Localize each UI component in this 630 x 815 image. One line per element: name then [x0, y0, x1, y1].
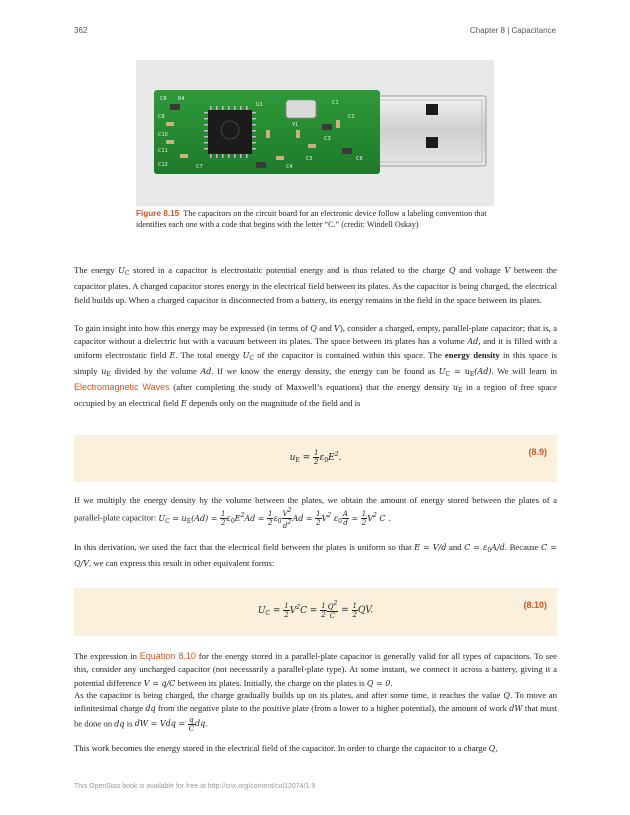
page-number: 362: [74, 26, 88, 35]
paragraph-3: If we multiply the energy density by the volume between the plates, we obtain the amount of energy stored between the plates of a parallel-plate capacitor: $U_C = u_E(Ad)$ = $\frac{1}{2}$ $\varepsilon_0E^2Ad$ = $\frac{1}{2}$ $\varepsilon_0$ $\frac{V2}{d2}$ Ad = $\frac{1}{2}$ $V^2$ $\varepsilon_0$ $\frac{A}{d}$ = $\frac{1}{2}$ $V^2$ C .: [74, 495, 557, 531]
board-label: C7: [196, 164, 203, 170]
board-label: C5: [306, 156, 313, 162]
board-label: U1: [256, 102, 263, 108]
board-label: C11: [158, 148, 168, 154]
board-label: C2: [348, 114, 355, 120]
equation-8-9: $u_E$ = $\frac{1}{2}$ $\varepsilon_0E^2$. (8.9): [74, 435, 557, 482]
paragraph-7: This work becomes the energy stored in the electrical field of the capacitor. In order to charge the capacitor to a charge Q,: [74, 743, 498, 753]
board-label: C9: [158, 114, 165, 120]
board-label: C10: [158, 132, 168, 138]
paragraph-6: As the capacitor is being charged, the charge gradually builds up on its plates, and after some time, it reaches the value Q. To move an infinitesimal charge dq from the negative plate to the positive plate (from a lower to a higher potential), the amount of work dW that must be done on dq is dW = Vdq = $\frac{q}{C}$ dq.: [74, 690, 557, 733]
link-electromagnetic-waves[interactable]: Electromagnetic Waves: [74, 382, 170, 393]
crystal-oscillator: [286, 100, 316, 118]
usb-slot-top: [426, 104, 438, 115]
board-label: C12: [158, 162, 168, 168]
paragraph-5: The expression in Equation 8.10 for the energy stored in a parallel-plate capacitor is generally valid for all types of capacitors. To see this, consider any uncharged capacitor (not necessarily a parallel-plate type). At some instant, we connect it across a battery, giving it a potential difference V = q/C between its plates. Initially, the charge on the plates is Q = 0.: [74, 651, 558, 688]
paragraph-1: The energy $U_C$ stored in a capacitor is electrostatic potential energy and is thus related to the charge Q and voltage V between the capacitor plates. A charged capacitor stores energy in the electrical field between its plates. As the capacitor is being charged, the electrical field builds up. When a charged capacitor is disconnected from a battery, its energy remains in the field in the space between its plates.: [74, 265, 557, 305]
paragraph-2: To gain insight into how this energy may be expressed (in terms of Q and V), consider a charged, empty, parallel-plate capacitor; that is, a capacitor without a dielectric but with a vacuum between its plates. The space between its plates has a volume Ad, and it is filled with a uniform electrostatic field E. The total energy $U_C$ of the capacitor is contained within this space. The energy density in this space is simply $u_E$ divided by the volume Ad. If we know the energy density, the energy can be found as $U_C = u_E(Ad)$. We will learn in Electromagnetic Waves (after completing the study of Maxwell’s equations) that the energy density $u_E$ in a region of free space occupied by an electrical field E depends only on the magnitude of the field and is: [74, 323, 558, 409]
board-label: C6: [356, 156, 363, 162]
circuit-board-photo: [136, 60, 494, 206]
board-label: C1: [332, 100, 339, 106]
board-label: C3: [324, 136, 331, 142]
controller-chip: [208, 110, 252, 154]
equation-number: (8.10): [523, 600, 547, 610]
board-label: C4: [286, 164, 293, 170]
usb-slot-bottom: [426, 137, 438, 148]
board-label: C8: [160, 96, 167, 102]
board-label: Y1: [292, 122, 299, 128]
chapter-title: Chapter 8 | Capacitance: [469, 26, 556, 35]
page-footer: This OpenStax book is available for free at http://cnx.org/content/col12074/1.9: [74, 783, 316, 790]
paragraph-4: In this derivation, we used the fact that the electrical field between the plates is uniform so that E = V/d and $C = \varepsilon_0A/d$. Because C = Q/V, we can express this result in other equivalent forms:: [74, 542, 557, 569]
link-equation-8-10[interactable]: Equation 8.10: [139, 651, 196, 661]
equation-8-10: $U_C$ = $\frac{1}{2}$ $V^2C$ = $\frac{1}{2}$ $\frac{Q2}{C}$ = $\frac{1}{2}$ QV. (8.10): [74, 588, 557, 636]
figure-label: Figure 8.15: [136, 209, 180, 218]
figure-caption: [136, 209, 494, 230]
usb-stick-illustration: [136, 60, 494, 206]
figure-caption-text: The capacitors on the circuit board for an electronic device follow a labeling convention that identifies each one with a code that begins with the letter “C.” (credit: Windell Oskay): [136, 209, 487, 229]
equation-number: (8.9): [528, 447, 547, 457]
board-label: R4: [178, 96, 185, 102]
term-energy-density: energy density: [444, 349, 500, 360]
